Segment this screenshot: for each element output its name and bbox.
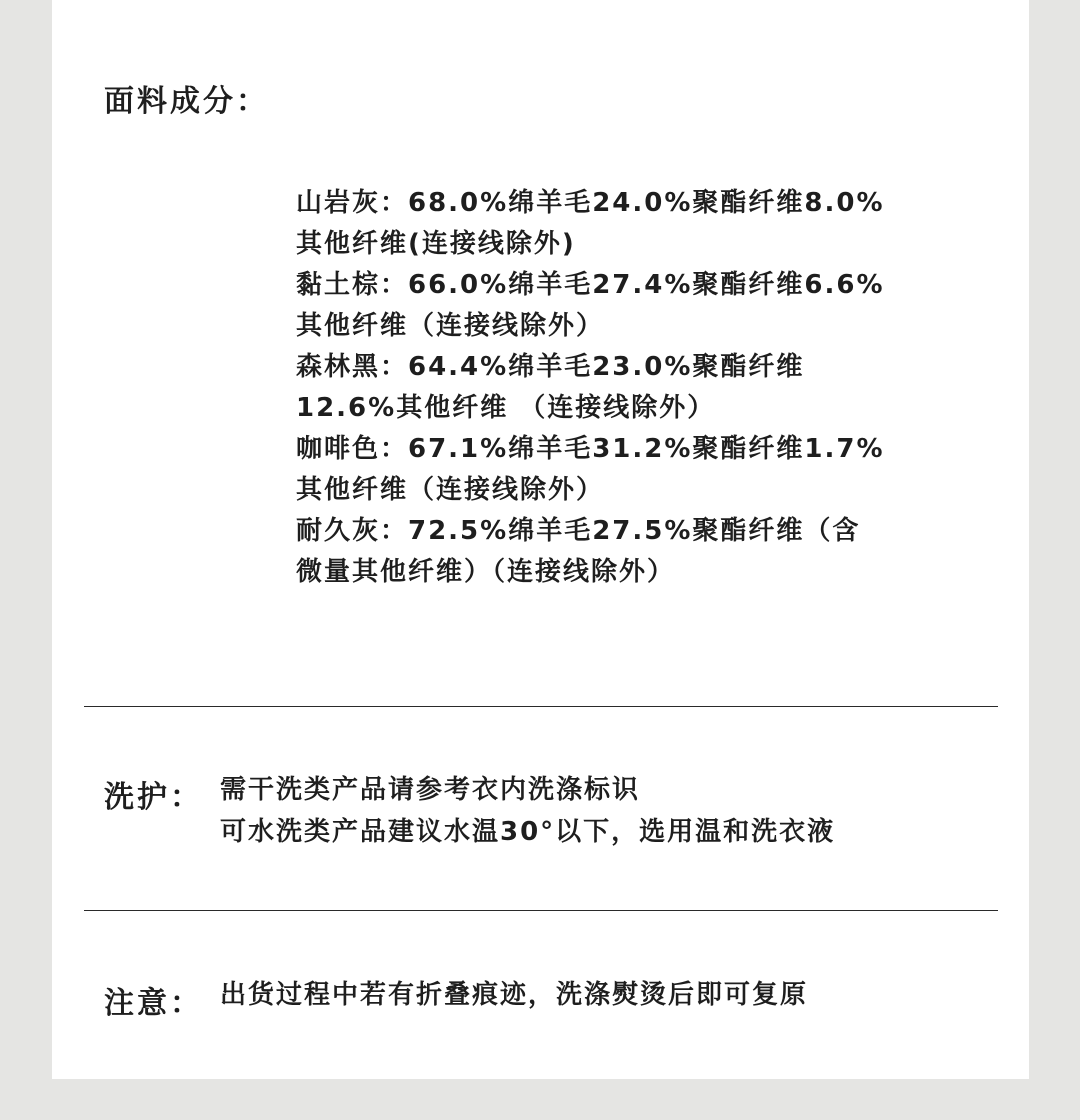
care-label: 洗护： <box>104 780 203 815</box>
composition-line: 12.6%其他纤维 （连接线除外） <box>296 393 716 423</box>
section-divider <box>84 910 998 911</box>
composition-line: 其他纤维(连接线除外) <box>296 229 576 259</box>
composition-line: 耐久灰：72.5%绵羊毛27.5%聚酯纤维（含 <box>296 516 861 546</box>
fabric-composition-label: 面料成分： <box>104 84 269 119</box>
care-instruction-line: 需干洗类产品请参考衣内洗涤标识 <box>220 775 641 805</box>
section-divider <box>84 706 998 707</box>
composition-line: 森林黑：64.4%绵羊毛23.0%聚酯纤维 <box>296 352 805 382</box>
notice-label: 注意： <box>104 986 203 1021</box>
fabric-composition-list <box>296 183 986 593</box>
notice-text: 出货过程中若有折叠痕迹，洗涤熨烫后即可复原 <box>220 980 809 1010</box>
composition-line: 山岩灰：68.0%绵羊毛24.0%聚酯纤维8.0% <box>296 188 885 218</box>
composition-line: 其他纤维（连接线除外） <box>296 475 605 505</box>
composition-line: 咖啡色：67.1%绵羊毛31.2%聚酯纤维1.7% <box>296 434 885 464</box>
composition-line: 黏土棕：66.0%绵羊毛27.4%聚酯纤维6.6% <box>296 270 885 300</box>
composition-line: 其他纤维（连接线除外） <box>296 311 605 341</box>
care-instruction-line: 可水洗类产品建议水温30°以下，选用温和洗衣液 <box>220 817 836 847</box>
composition-line: 微量其他纤维）（连接线除外） <box>296 557 676 587</box>
